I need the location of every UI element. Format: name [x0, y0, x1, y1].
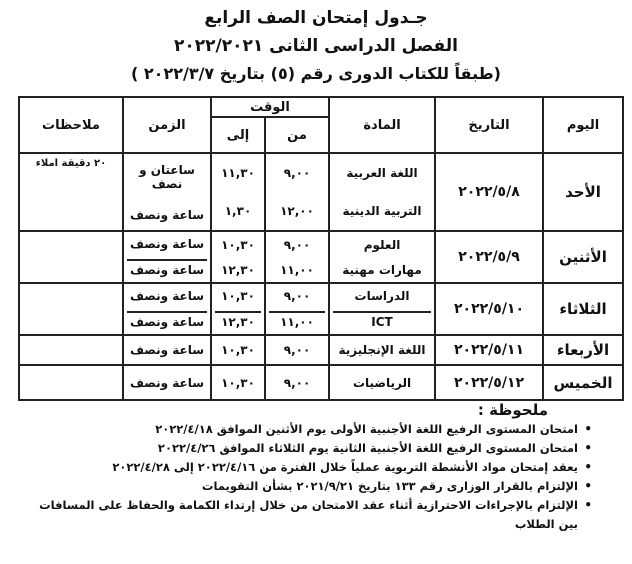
- remark-text: الإلتزام بالإجراءات الاحترازية أثناء عقد الامتحان من خلال إرتداء الكمامة والحفاظ على المسافات بين الطلاب: [39, 498, 578, 531]
- duration-value: ساعة ونصف: [127, 311, 207, 331]
- to-time: ١٢,٣٠: [215, 311, 261, 331]
- header-to: إلى: [211, 117, 265, 153]
- from-time: ١١,٠٠: [269, 311, 325, 331]
- date-cell: ٢٠٢٢/٥/١٠: [435, 283, 543, 335]
- subject-name: ICT: [333, 311, 431, 331]
- subject-name: الدراسات: [354, 289, 410, 303]
- date-cell: ٢٠٢٢/٥/١٢: [435, 365, 543, 400]
- bullet-icon: •: [584, 422, 592, 436]
- notes-cell: [19, 231, 123, 283]
- from-cell: ٩,٠٠: [265, 365, 329, 400]
- from-time: ٩,٠٠: [283, 166, 311, 180]
- remarks-heading: ملحوظة :: [477, 401, 548, 419]
- from-cell: [265, 283, 329, 335]
- list-item: [18, 477, 592, 496]
- duration-cell: [123, 283, 211, 335]
- duration-cell: [123, 231, 211, 283]
- subject-cell: الرياضيات: [329, 365, 435, 400]
- table-row: [19, 231, 623, 283]
- subject-cell: [329, 231, 435, 283]
- remark-text: الإلتزام بالقرار الوزارى رقم ١٣٣ بتاريخ ٢٠٢١/٩/٢١ بشأن التقويمات: [201, 479, 578, 493]
- header-from: من: [265, 117, 329, 153]
- from-time: ١١,٠٠: [280, 262, 314, 277]
- date-cell: ٢٠٢٢/٥/٨: [435, 153, 543, 231]
- duration-cell: ساعة ونصف: [123, 365, 211, 400]
- day-cell: الخميس: [543, 365, 623, 400]
- notes-cell: [19, 283, 123, 335]
- table-row: [19, 283, 623, 335]
- document-header: [0, 4, 632, 88]
- notes-cell: ٢٠ دقيقة املاء: [19, 153, 123, 231]
- date-cell: ٢٠٢٢/٥/١١: [435, 335, 543, 365]
- to-cell: [211, 231, 265, 283]
- remark-text: امتحان المستوى الرفيع اللغة الأجنبية الأولى يوم الأثنين الموافق ٢٠٢٢/٤/١٨: [155, 422, 578, 436]
- bullet-icon: •: [584, 498, 592, 512]
- exam-schedule-table: [18, 96, 624, 401]
- day-cell: الأربعاء: [543, 335, 623, 365]
- day-cell: الأحد: [543, 153, 623, 231]
- duration-value: ساعة ونصف: [129, 237, 205, 251]
- page-title: جـدول إمتحان الصف الرابع: [204, 8, 428, 28]
- notes-cell: [19, 335, 123, 365]
- duration-value: ساعة ونصف: [129, 289, 205, 303]
- header-subject: المادة: [329, 97, 435, 153]
- subject-name: التربية الدينية: [342, 204, 422, 218]
- subject-cell: [329, 283, 435, 335]
- subject-name: اللغة العربية: [346, 166, 418, 180]
- list-item: [18, 420, 592, 439]
- bullet-icon: •: [584, 479, 592, 493]
- header-date: التاريخ: [435, 97, 543, 153]
- remarks-list: [18, 420, 622, 534]
- table-row: [19, 153, 623, 231]
- to-time: ١٠,٣٠: [221, 289, 255, 303]
- semester-title: الفصل الدراسى الثانى ٢٠٢٢/٢٠٢١: [173, 36, 459, 56]
- to-time: ١,٣٠: [224, 204, 252, 218]
- from-time: ١٢,٠٠: [280, 204, 314, 218]
- day-cell: الأثنين: [543, 231, 623, 283]
- list-item: [18, 439, 592, 458]
- header-notes: ملاحظات: [19, 97, 123, 153]
- table-row: [19, 335, 623, 365]
- duration-cell: [123, 153, 211, 231]
- remark-text: امتحان المستوى الرفيع اللغة الأجنبية الثانية يوم الثلاثاء الموافق ٢٠٢٢/٤/٢٦: [157, 441, 578, 455]
- to-time: ١٢,٣٠: [221, 262, 255, 277]
- from-time: ٩,٠٠: [283, 289, 311, 303]
- to-cell: ١٠,٣٠: [211, 335, 265, 365]
- table-row: [19, 365, 623, 400]
- list-item: [18, 496, 592, 534]
- from-cell: ٩,٠٠: [265, 335, 329, 365]
- duration-cell: ساعة ونصف: [123, 335, 211, 365]
- to-time: ١١,٣٠: [221, 166, 255, 180]
- to-time: ١٠,٣٠: [221, 237, 255, 252]
- duration-value: ساعة ونصف: [127, 259, 207, 279]
- subject-name: العلوم: [363, 237, 401, 252]
- reference-line: (طبقاً للكتاب الدورى رقم (٥) بتاريخ ٢٠٢٢/٣/٧ ): [131, 64, 501, 83]
- to-cell: [211, 153, 265, 231]
- subject-cell: [329, 153, 435, 231]
- date-cell: ٢٠٢٢/٥/٩: [435, 231, 543, 283]
- to-cell: ١٠,٣٠: [211, 365, 265, 400]
- subject-name: مهارات مهنية: [342, 262, 422, 277]
- day-cell: الثلاثاء: [543, 283, 623, 335]
- remark-text: يعقد إمتحان مواد الأنشطة التربوية عملياً خلال الفترة من ٢٠٢٢/٤/١٦ إلى ٢٠٢٢/٤/٢٨: [112, 460, 578, 474]
- bullet-icon: •: [584, 460, 592, 474]
- from-cell: [265, 153, 329, 231]
- duration-value: ساعة ونصف: [129, 207, 205, 222]
- to-cell: [211, 283, 265, 335]
- from-cell: [265, 231, 329, 283]
- subject-cell: اللغة الإنجليزية: [329, 335, 435, 365]
- header-duration: الزمن: [123, 97, 211, 153]
- bullet-icon: •: [584, 441, 592, 455]
- notes-cell: [19, 365, 123, 400]
- from-time: ٩,٠٠: [283, 237, 311, 252]
- remarks-section: [18, 400, 622, 534]
- header-time: الوقت: [211, 97, 329, 117]
- duration-value: ساعتان و نصف: [139, 162, 195, 191]
- list-item: [18, 458, 592, 477]
- header-day: اليوم: [543, 97, 623, 153]
